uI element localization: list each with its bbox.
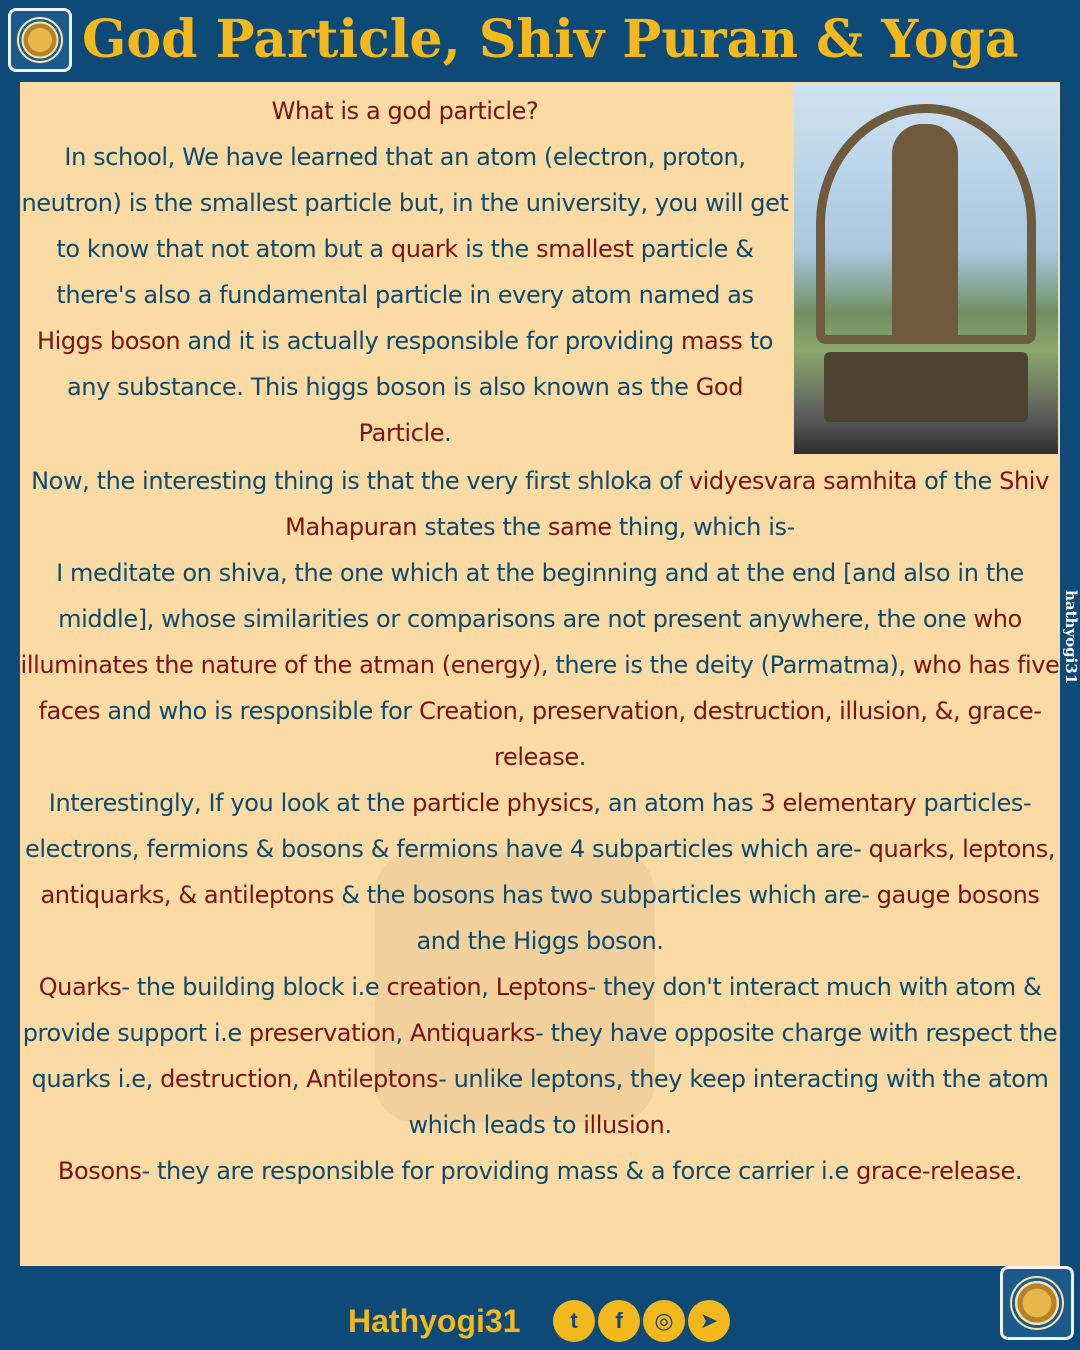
- highlight-text: Higgs boson: [36, 327, 181, 355]
- paragraph-intro: [20, 88, 790, 456]
- highlight-text: mass: [681, 327, 743, 355]
- body-text: - they have opposite charge with respect the quarks i.e,: [31, 1019, 1058, 1093]
- body-text: ,: [291, 1065, 307, 1093]
- page-title: God Particle, Shiv Puran & Yoga: [82, 9, 1019, 70]
- body-text: .: [664, 1111, 672, 1139]
- body-text: , an atom has: [593, 789, 761, 817]
- body-text: thing, which is-: [611, 513, 795, 541]
- highlight-text: same: [547, 513, 612, 541]
- body-text: to any substance. This higgs boson is also known as the: [66, 327, 774, 401]
- body-text: particles- electrons, fermions & bosons & fermions have 4 subparticles which are-: [24, 789, 1032, 863]
- highlight-text: vidyesvara samhita: [688, 467, 917, 495]
- body-text: - unlike leptons, they keep interacting with the atom which leads to: [408, 1065, 1049, 1139]
- highlight-text: Quarks: [38, 973, 122, 1001]
- facebook-icon[interactable]: f: [598, 1300, 640, 1342]
- highlight-text: particle physics: [412, 789, 594, 817]
- body-text: I meditate on shiva, the one which at the beginning and at the end [and also in the middle], whose similarities or comparisons are not present anywhere, the one: [56, 559, 1024, 633]
- body-text: Now, the interesting thing is that the very first shloka of: [31, 467, 689, 495]
- footer-name: Hathyogi31: [348, 1303, 521, 1339]
- body-text: particle & there's also a fundamental particle in every atom named as: [56, 235, 754, 309]
- body-text: .: [444, 419, 452, 447]
- highlight-text: Creation, preservation, destruction, illusion, &, grace-release: [419, 697, 1042, 771]
- side-handle: hathyogi31: [1062, 590, 1080, 685]
- highlight-text: Antileptons: [306, 1065, 439, 1093]
- nataraja-image: [794, 84, 1058, 454]
- body-text: is the: [457, 235, 537, 263]
- logo-bottom-icon: [1000, 1266, 1074, 1340]
- highlight-text: who has five faces: [38, 651, 1060, 725]
- telegram-icon[interactable]: ➤: [688, 1300, 730, 1342]
- body-text: and the Higgs boson.: [416, 927, 664, 955]
- paragraph-main: [20, 458, 1060, 1194]
- body-text: - they are responsible for providing mass & a force carrier i.e: [141, 1157, 857, 1185]
- logo-icon: [8, 8, 72, 72]
- body-text: ,: [481, 973, 496, 1001]
- body-text: .: [578, 743, 586, 771]
- twitter-icon[interactable]: t: [553, 1300, 595, 1342]
- header: [0, 0, 1080, 80]
- highlight-text: What is a god particle?: [271, 97, 539, 125]
- highlight-text: 3 elementary: [760, 789, 917, 817]
- body-text: of the: [916, 467, 1000, 495]
- instagram-icon[interactable]: ◎: [643, 1300, 685, 1342]
- highlight-text: preservation: [248, 1019, 396, 1047]
- highlight-text: creation: [386, 973, 482, 1001]
- body-text: - they don't interact much with atom & provide support i.e: [22, 973, 1042, 1047]
- highlight-text: Shiv Mahapuran: [285, 467, 1049, 541]
- body-text: In school, We have learned that an atom (electron, proton, neutron) is the smallest particle but, in the university, you will get to know that not atom but a: [21, 143, 789, 263]
- highlight-text: illusion: [583, 1111, 665, 1139]
- body-text: and it is actually responsible for providing: [180, 327, 682, 355]
- highlight-text: smallest: [536, 235, 634, 263]
- highlight-text: Bosons: [57, 1157, 142, 1185]
- highlight-text: destruction: [160, 1065, 292, 1093]
- body-text: & the bosons has two subparticles which are-: [334, 881, 877, 909]
- body-text: and who is responsible for: [100, 697, 420, 725]
- highlight-text: who illuminates the nature of the atman (energy): [20, 605, 1022, 679]
- highlight-text: quark: [390, 235, 458, 263]
- highlight-text: quarks, leptons, antiquarks, & antileptons: [40, 835, 1056, 909]
- body-text: .: [1014, 1157, 1023, 1185]
- highlight-text: gauge bosons: [876, 881, 1040, 909]
- body-text: ,: [395, 1019, 410, 1047]
- body-text: - the building block i.e: [121, 973, 387, 1001]
- highlight-text: Antiquarks: [409, 1019, 536, 1047]
- highlight-text: Leptons: [495, 973, 588, 1001]
- highlight-text: God Particle: [358, 373, 744, 447]
- body-text: , there is the deity (Parmatma),: [540, 651, 913, 679]
- body-text: states the: [417, 513, 548, 541]
- highlight-text: grace-release: [856, 1157, 1015, 1185]
- body-text: Interestingly, If you look at the: [48, 789, 413, 817]
